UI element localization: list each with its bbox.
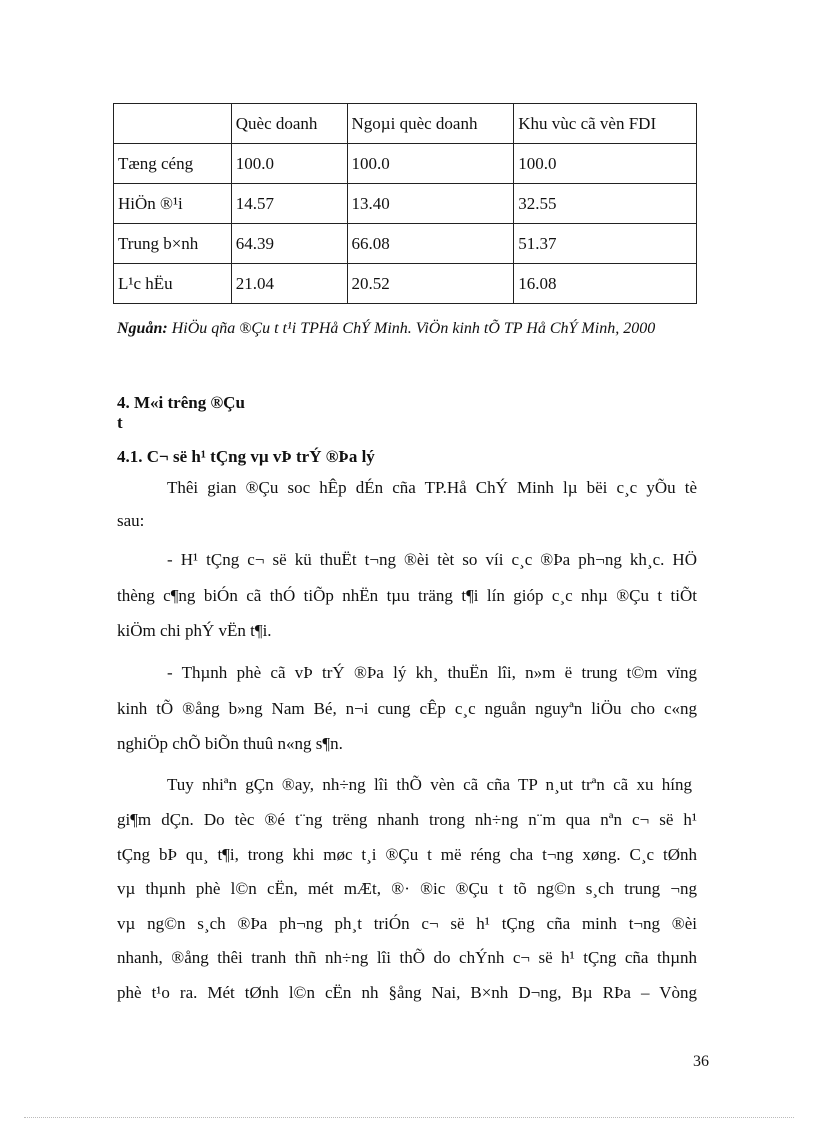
table-row [114,184,697,224]
table-cell: Tæng céng [114,144,232,184]
table-cell: 14.57 [231,184,347,224]
body-line: tÇng bÞ qu¸ t¶i, trong khi møc t¸i ®Çu t më réng cha t¬ng xøng. C¸c tØnh [117,845,697,864]
body-line: nghiÖp chÕ biÕn thuû n«ng s¶n. [117,734,343,753]
body-line: phè t¹o ra. Mét tØnh l©n cËn nh §ång Nai, B×nh D¬ng, Bµ RÞa – Vòng [117,983,697,1002]
body-line: kinh tÕ ®ång b»ng Nam Bé, n¬i cung cÊp c¸c nguån nguyªn liÖu cho c«ng [117,699,697,718]
table-row [114,144,697,184]
table-cell: HiÖn ®¹i [114,184,232,224]
table-header-cell: Khu vùc cã vèn FDI [514,104,697,144]
table-cell: 100.0 [514,144,697,184]
table-cell: 51.37 [514,224,697,264]
table-cell: 100.0 [231,144,347,184]
section-heading: 4. M«i trêng ®Çu t [117,393,245,432]
table-cell: L¹c hËu [114,264,232,304]
page-number: 36 [693,1053,709,1070]
table-header-cell: Quèc doanh [231,104,347,144]
table-cell: 21.04 [231,264,347,304]
table-cell: 32.55 [514,184,697,224]
table-header-cell [114,104,232,144]
table-cell: 16.08 [514,264,697,304]
body-line: sau: [117,511,145,530]
table-cell: Trung b×nh [114,224,232,264]
source-text: HiÖu qña ®Çu t t¹i TPHå ChÝ Minh. ViÖn kinh tÕ TP Hå ChÝ Minh, 2000 [167,320,656,337]
table-row [114,224,697,264]
body-line: Thêi gian ®Çu soc hÊp dÉn cña TP.Hå ChÝ Minh lµ bëi c¸c yÕu tè [167,478,697,497]
table-header-cell: Ngoµi quèc doanh [347,104,514,144]
body-line: vµ ng©n s¸ch ®Þa ph¬ng ph¸t triÓn c¬ së h¹ tÇng cña minh t¬ng ®èi [117,914,697,933]
table-cell: 66.08 [347,224,514,264]
table-row [114,264,697,304]
table-cell: 13.40 [347,184,514,224]
body-line: nhanh, ®ång thêi tranh thñ nh÷ng lîi thÕ do chÝnh c¬ së h¹ tÇng cña thµnh [117,948,697,967]
body-line: gi¶m dÇn. Do tèc ®é t¨ng trëng nhanh trong nh÷ng n¨m qua nªn c¬ së h¹ [117,810,697,829]
body-line: thèng c¶ng biÓn cã thÓ tiÕp nhËn tµu träng t¶i lín gióp c¸c nhµ ®Çu t tiÕt [117,586,697,605]
page-bottom-divider [24,1117,794,1118]
technology-level-table [113,103,697,304]
source-label: Nguån: [117,320,168,337]
subsection-heading: 4.1. C¬ së h¹ tÇng vµ vÞ trÝ ®Þa lý [117,447,375,466]
table-source-note [117,314,702,344]
body-line: kiÖm chi phÝ vËn t¶i. [117,621,272,640]
table-cell: 64.39 [231,224,347,264]
table-header-row [114,104,697,144]
table-cell: 20.52 [347,264,514,304]
body-line: Tuy nhiªn gÇn ®ay, nh÷ng lîi thÕ vèn cã cña TP n¸ut trªn cã xu híng [167,775,692,794]
body-line: - Thµnh phè cã vÞ trÝ ®Þa lý kh¸ thuËn lîi, n»m ë trung t©m vïng [167,663,697,682]
body-line: - H¹ tÇng c¬ së kü thuËt t¬ng ®èi tèt so víi c¸c ®Þa ph¬ng kh¸c. HÖ [167,550,697,569]
body-line: vµ thµnh phè l©n cËn, mét mÆt, ®· ®ic ®Çu t tõ ng©n s¸ch trung ¬ng [117,879,697,898]
table-cell: 100.0 [347,144,514,184]
